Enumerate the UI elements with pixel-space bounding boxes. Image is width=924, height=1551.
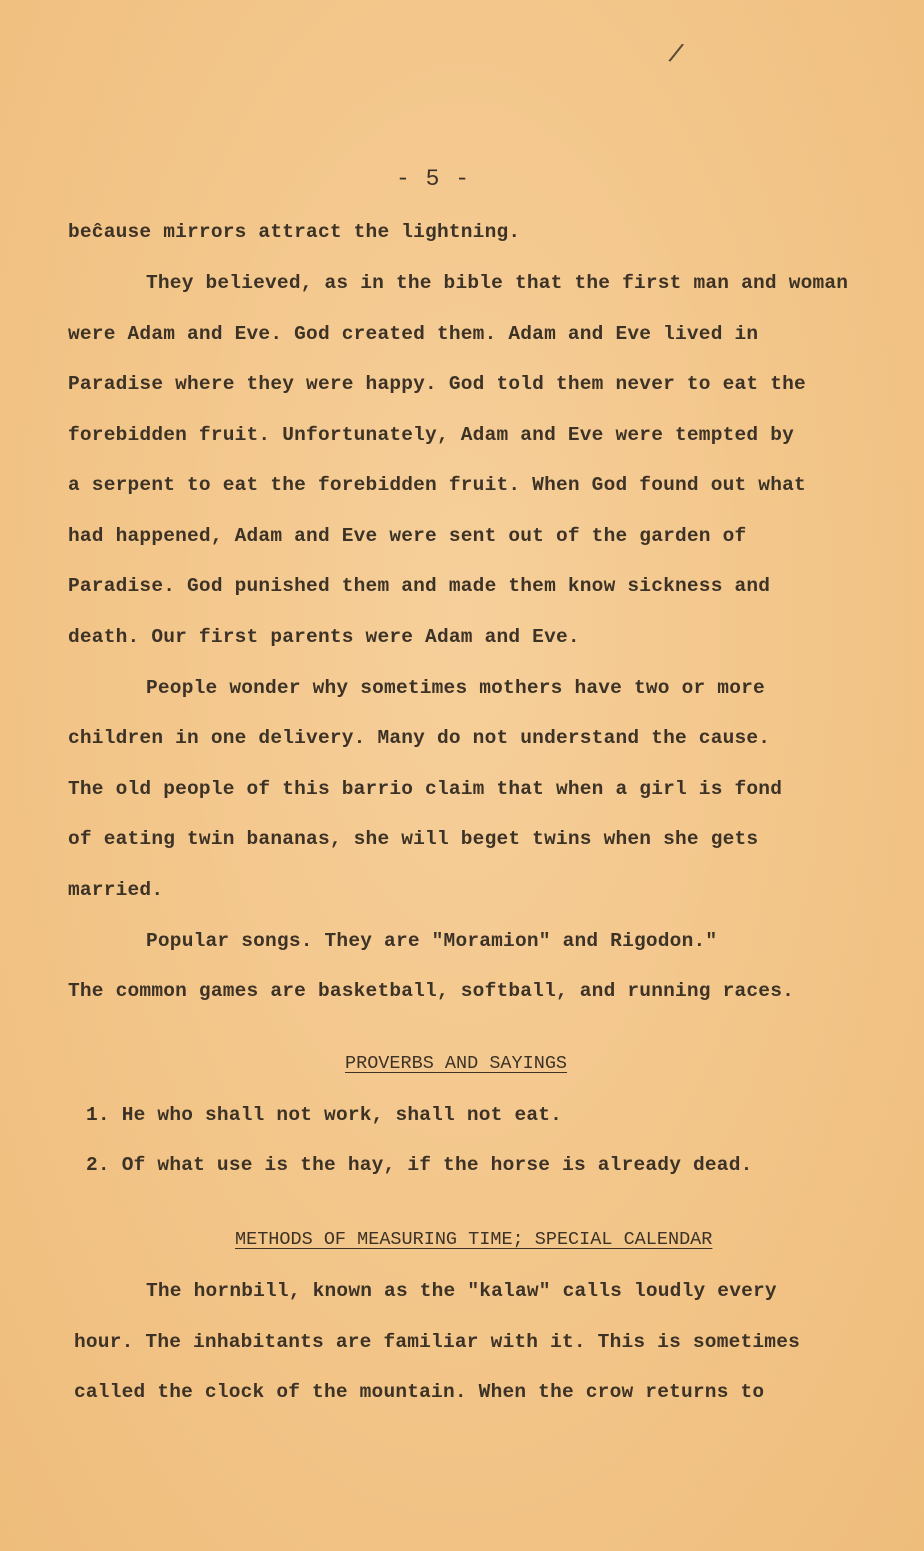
proverb-item: 1. He who shall not work, shall not eat. (86, 1104, 563, 1126)
text-line: The hornbill, known as the "kalaw" calls loudly every (146, 1280, 777, 1302)
text-line: The common games are basketball, softball, and running races. (68, 980, 795, 1002)
text-line: a serpent to eat the forebidden fruit. When God found out what (68, 474, 806, 496)
text-line: called the clock of the mountain. When the crow returns to (74, 1381, 765, 1403)
time-heading: METHODS OF MEASURING TIME; SPECIAL CALENDAR (235, 1229, 713, 1250)
text-line: married. (68, 879, 164, 901)
text-line: The old people of this barrio claim that when a girl is fond (68, 778, 783, 800)
proverb-item: 2. Of what use is the hay, if the horse is already dead. (86, 1154, 753, 1176)
page-number: - 5 - (396, 166, 471, 192)
text-line: were Adam and Eve. God created them. Adam and Eve lived in (68, 323, 759, 345)
stray-pen-mark: / (665, 38, 687, 72)
text-line: death. Our first parents were Adam and Eve. (68, 626, 580, 648)
text-line: children in one delivery. Many do not understand the cause. (68, 727, 771, 749)
text-line: hour. The inhabitants are familiar with it. This is sometimes (74, 1331, 801, 1353)
text-line: Popular songs. They are "Moramion" and Rigodon." (146, 930, 718, 952)
text-line: of eating twin bananas, she will beget twins when she gets (68, 828, 759, 850)
text-line: People wonder why sometimes mothers have two or more (146, 677, 765, 699)
text-line: Paradise. God punished them and made them know sickness and (68, 575, 771, 597)
text-line: beĉause mirrors attract the lightning. (68, 221, 521, 243)
text-line: forebidden fruit. Unfortunately, Adam and Eve were tempted by (68, 424, 795, 446)
text-line: Paradise where they were happy. God told them never to eat the (68, 373, 806, 395)
proverbs-heading: PROVERBS AND SAYINGS (345, 1053, 568, 1074)
text-line: had happened, Adam and Eve were sent out of the garden of (68, 525, 747, 547)
text-line: They believed, as in the bible that the first man and woman (146, 272, 849, 294)
